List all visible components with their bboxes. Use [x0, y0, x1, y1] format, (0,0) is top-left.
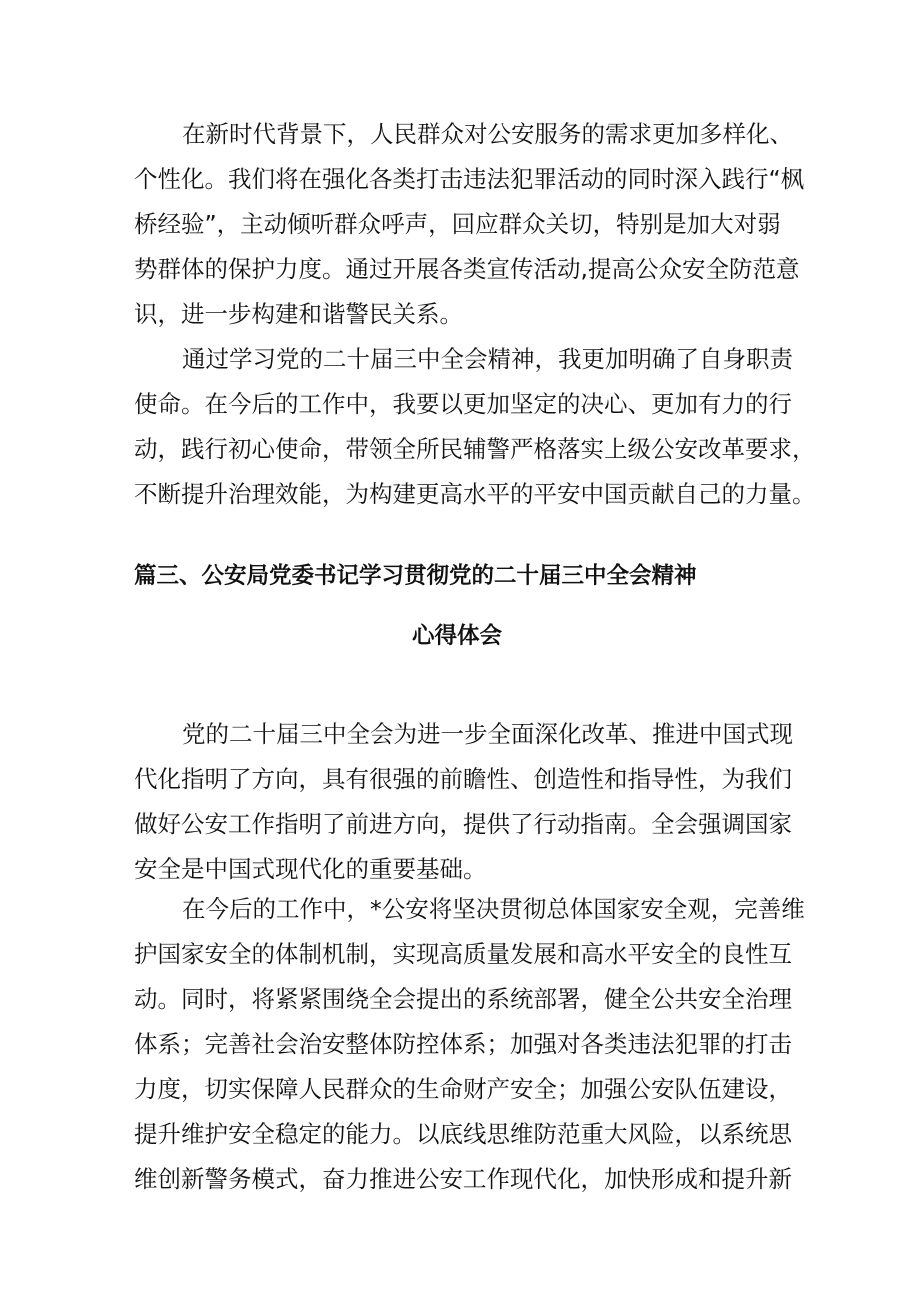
paragraph-line: 识，进一步构建和谐警民关系。	[134, 300, 463, 328]
paragraph-line: 护国家安全的体制机制，实现高质量发展和高水平安全的良性互	[134, 940, 792, 968]
paragraph-line: 通过学习党的二十届三中全会精神，我更加明确了自身职责	[182, 345, 793, 373]
paragraph-line: 桥经验”，主动倾听群众呼声，回应群众关切，特别是加大对弱	[134, 210, 781, 238]
paragraph-line: 在今后的工作中，*公安将坚决贯彻总体国家安全观，完善维	[182, 895, 805, 923]
paragraph-line: 不断提升治理效能，为构建更高水平的平安中国贡献自己的力量。	[134, 480, 816, 508]
paragraph-1	[134, 112, 805, 342]
paragraph-line: 动，践行初心使命，带领全所民辅警严格落实上级公安改革要求，	[134, 435, 816, 463]
paragraph-2	[134, 337, 816, 522]
section-heading-line-1: 篇三、公安局党委书记学习贯彻党的二十届三中全会精神	[134, 563, 697, 589]
paragraph-line: 使命。在今后的工作中，我要以更加坚定的决心、更加有力的行	[134, 390, 792, 418]
paragraph-line: 力度，切实保障人民群众的生命财产安全；加强公安队伍建设，	[134, 1075, 792, 1103]
paragraph-line: 体系；完善社会治安整体防控体系；加强对各类违法犯罪的打击	[134, 1030, 792, 1058]
paragraph-line: 个性化。我们将在强化各类打击违法犯罪活动的同时深入践行“枫	[134, 165, 805, 193]
paragraph-line: 提升维护安全稳定的能力。以底线思维防范重大风险，以系统思	[134, 1120, 792, 1148]
section-heading-line-2: 心得体会	[412, 623, 503, 649]
paragraph-line: 动。同时，将紧紧围绕全会提出的系统部署，健全公共安全治理	[134, 985, 792, 1013]
paragraph-line: 在新时代背景下，人民群众对公安服务的需求更加多样化、	[182, 120, 793, 148]
paragraph-4	[134, 887, 805, 1207]
paragraph-line: 党的二十届三中全会为进一步全面深化改革、推进中国式现	[182, 720, 793, 748]
paragraph-line: 维创新警务模式，奋力推进公安工作现代化，加快形成和提升新	[134, 1165, 792, 1193]
paragraph-line: 代化指明了方向，具有很强的前瞻性、创造性和指导性，为我们	[134, 765, 792, 793]
paragraph-line: 势群体的保护力度。通过开展各类宣传活动,提高公众安全防范意	[134, 255, 800, 283]
paragraph-3	[134, 712, 794, 897]
paragraph-line: 安全是中国式现代化的重要基础。	[134, 855, 487, 883]
paragraph-line: 做好公安工作指明了前进方向，提供了行动指南。全会强调国家	[134, 810, 792, 838]
